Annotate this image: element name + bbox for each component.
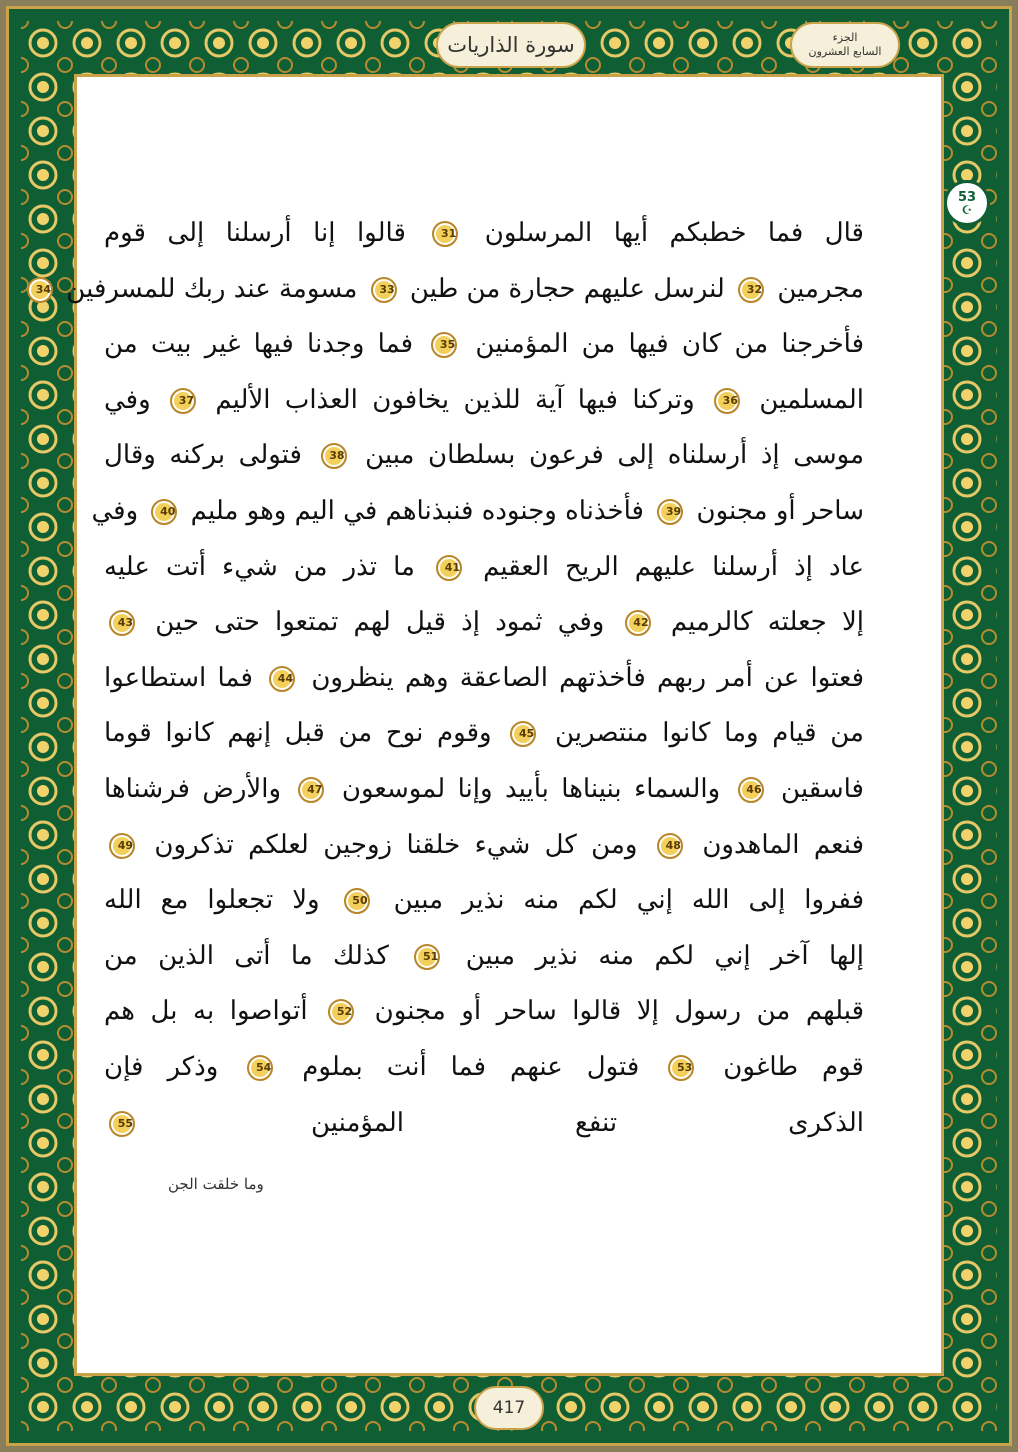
ayah-text: من قيام وما كانوا منتصرين bbox=[541, 718, 864, 749]
ayah-number-marker: 35 bbox=[431, 332, 457, 358]
ayah-number-marker: 32 bbox=[738, 277, 764, 303]
juz-label-line1: الجزء bbox=[832, 31, 858, 44]
juz-label bbox=[790, 22, 900, 68]
ayah-number-marker: 37 bbox=[170, 388, 196, 414]
ayah-text: إلها آخر إني لكم منه نذير مبين bbox=[445, 940, 864, 971]
ayah-text: ومن كل شيء خلقنا زوجين لعلكم تذكرون bbox=[140, 829, 652, 860]
quran-line bbox=[104, 762, 864, 818]
ayah-text: ففروا إلى الله إني لكم منه نذير مبين bbox=[374, 885, 864, 916]
ayah-text: وقوم نوح من قبل إنهم كانوا قوما bbox=[104, 718, 506, 749]
ayah-number-marker: 47 bbox=[298, 777, 324, 803]
ayah-text: موسى إذ أرسلناه إلى فرعون بسلطان مبين bbox=[351, 440, 865, 471]
quran-text-block bbox=[35, 206, 865, 1186]
quran-line bbox=[104, 373, 864, 429]
surah-name: سورة الذاريات bbox=[436, 22, 586, 68]
hizb-marker bbox=[944, 180, 990, 226]
ayah-number-marker: 39 bbox=[657, 499, 683, 525]
ayah-text: المسلمين bbox=[744, 384, 864, 415]
ayah-number-marker: 51 bbox=[414, 944, 440, 970]
quran-line bbox=[104, 984, 864, 1040]
ayah-number-marker: 45 bbox=[510, 721, 536, 747]
ayah-number-marker: 38 bbox=[321, 443, 347, 469]
ayah-text: إلا جعلته كالرميم bbox=[655, 607, 865, 638]
page-number: 417 bbox=[474, 1386, 544, 1430]
ayah-number-marker: 36 bbox=[714, 388, 740, 414]
ayah-number-marker: 53 bbox=[668, 1055, 694, 1081]
ayah-text: فتولى بركنه وقال bbox=[104, 440, 316, 471]
quran-line bbox=[104, 706, 864, 762]
ayah-text: وفي bbox=[104, 384, 166, 415]
ayah-text: فأخرجنا من كان فيها من المؤمنين bbox=[462, 329, 864, 360]
quran-line bbox=[104, 818, 864, 874]
ayah-number-marker: 43 bbox=[109, 610, 135, 636]
ayah-number-marker: 40 bbox=[151, 499, 177, 525]
ayah-number-marker: 44 bbox=[269, 666, 295, 692]
ayah-text: ساحر أو مجنون bbox=[688, 495, 864, 526]
juz-label-line2: السابع العشرون bbox=[808, 45, 882, 58]
ayah-text: قال فما خطبكم أيها المرسلون bbox=[463, 218, 864, 248]
ayah-text: فعتوا عن أمر ربهم فأخذتهم الصاعقة وهم ينظرون bbox=[300, 662, 865, 693]
ayah-number-marker: 33 bbox=[371, 277, 397, 303]
quran-line bbox=[104, 929, 864, 985]
ayah-text: فما وجدنا فيها غير بيت من bbox=[104, 329, 427, 360]
catchword: وما خلقت الجن bbox=[168, 1175, 264, 1193]
ayah-number-marker: 55 bbox=[109, 1111, 135, 1137]
ayah-text: والسماء بنيناها بأييد وإنا لموسعون bbox=[329, 773, 733, 804]
quran-line bbox=[104, 651, 864, 707]
ayah-text: وفي bbox=[91, 495, 147, 526]
quran-line bbox=[104, 206, 864, 262]
quran-line bbox=[104, 317, 864, 373]
ayah-text: فاسقين bbox=[768, 773, 864, 804]
ayah-text: فنعم الماهدون bbox=[687, 829, 864, 860]
ayah-text: لنرسل عليهم حجارة من طين bbox=[401, 273, 734, 304]
ayah-number-marker: 42 bbox=[625, 610, 651, 636]
ayah-number-marker: 34 bbox=[27, 277, 53, 303]
ayah-text: والأرض فرشناها bbox=[104, 773, 294, 804]
quran-line bbox=[104, 1096, 864, 1152]
ayah-text: وتركنا فيها آية للذين يخافون العذاب الأليم bbox=[201, 384, 709, 415]
quran-line bbox=[104, 873, 864, 929]
ayah-text: فما استطاعوا bbox=[104, 662, 265, 693]
quran-line bbox=[104, 595, 864, 651]
crescent-icon: ☪ bbox=[961, 202, 973, 217]
ayah-text: قبلهم من رسول إلا قالوا ساحر أو مجنون bbox=[359, 996, 864, 1027]
ayah-text: قوم طاغون bbox=[699, 1051, 864, 1082]
quran-line bbox=[35, 262, 864, 318]
ayah-number-marker: 46 bbox=[738, 777, 764, 803]
ayah-text: أتواصوا به بل هم bbox=[104, 996, 324, 1027]
ayah-text: وذكر فإن bbox=[104, 1051, 243, 1082]
quran-line bbox=[104, 1040, 864, 1096]
ayah-number-marker: 50 bbox=[344, 888, 370, 914]
hizb-number: 53 bbox=[957, 189, 977, 205]
ayah-text: وفي ثمود إذ قيل لهم تمتعوا حتى حين bbox=[140, 607, 620, 638]
ayah-number-marker: 54 bbox=[247, 1055, 273, 1081]
ayah-text: كذلك ما أتى الذين من bbox=[104, 940, 410, 971]
ayah-text: الذكرى تنفع المؤمنين bbox=[140, 1107, 864, 1138]
quran-line bbox=[91, 484, 864, 540]
ayah-text: ولا تجعلوا مع الله bbox=[104, 885, 339, 916]
ayah-text: مجرمين bbox=[769, 273, 864, 304]
ayah-text: فتول عنهم فما أنت بملوم bbox=[278, 1051, 664, 1082]
ayah-number-marker: 52 bbox=[328, 999, 354, 1025]
ayah-text: فأخذناه وجنوده فنبذناهم في اليم وهو مليم bbox=[182, 495, 653, 526]
ayah-number-marker: 48 bbox=[657, 833, 683, 859]
ayah-number-marker: 49 bbox=[109, 833, 135, 859]
ayah-text: قالوا إنا أرسلنا إلى قوم bbox=[104, 218, 428, 248]
quran-line bbox=[104, 428, 864, 484]
quran-line bbox=[104, 540, 864, 596]
ayah-text: عاد إذ أرسلنا عليهم الريح العقيم bbox=[467, 551, 864, 582]
ayah-number-marker: 41 bbox=[436, 555, 462, 581]
ayah-text: مسومة عند ربك للمسرفين bbox=[58, 273, 366, 304]
ayah-number-marker: 31 bbox=[432, 221, 458, 247]
ayah-text: ما تذر من شيء أتت عليه bbox=[104, 551, 432, 582]
